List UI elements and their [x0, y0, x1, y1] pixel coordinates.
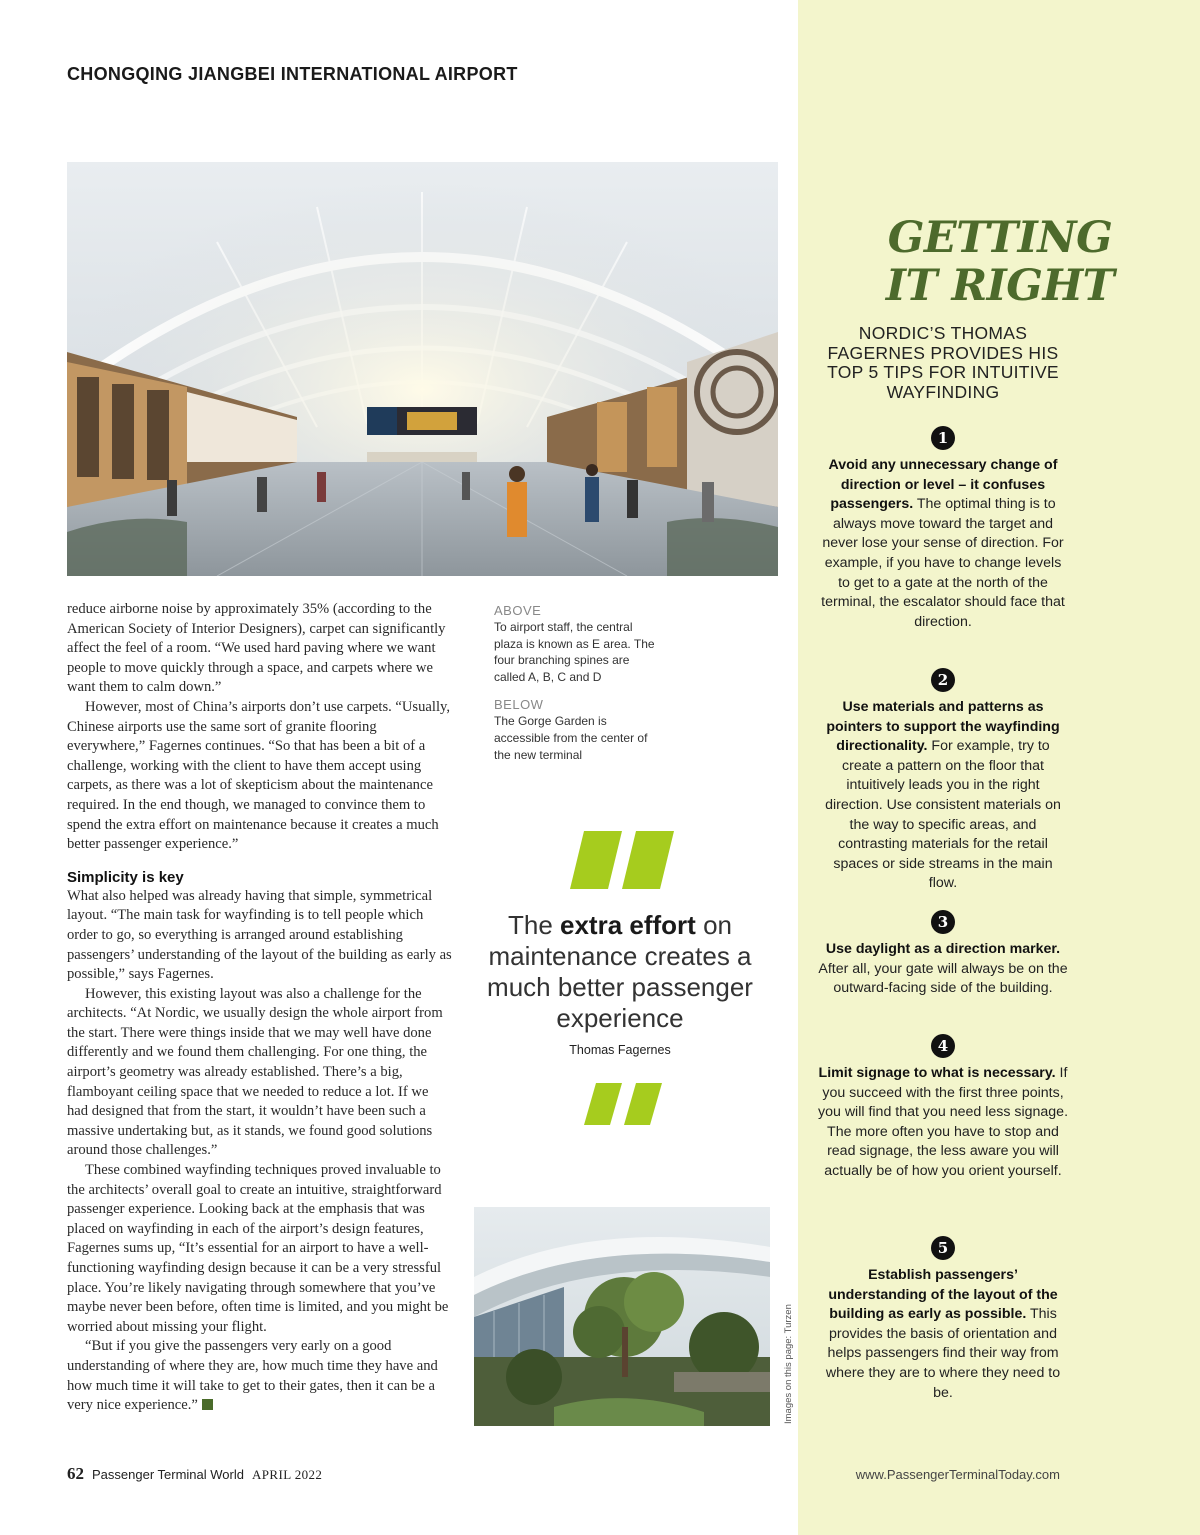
tip-2-text: For example, try to create a pattern on the floor that intuitively leads you in the right direction. Use consistent materials on the way to specific areas, and contrasting materials for the retail spaces or side streams in the main flow.	[825, 738, 1061, 892]
pull-quote-author: Thomas Fagernes	[569, 1043, 671, 1057]
number-2-icon: 2	[931, 668, 955, 692]
terminal-interior-photo	[67, 162, 778, 576]
tip-3-heading: Use daylight as a direction marker.	[825, 941, 1061, 957]
tip-1-heading: Avoid any unnecessary change of direction or level – it confuses passengers.	[828, 457, 1058, 513]
tip-5-text: This provides the basis of orientation and helps passengers find their way from where they are to where they need to be.	[825, 1306, 1061, 1401]
tip-3-text: After all, your gate will always be on the outward-facing side of the building.	[818, 960, 1068, 997]
footer-left	[67, 1464, 322, 1484]
sidebar-subtitle: NORDIC’S THOMAS FAGERNES PROVIDES HIS TOP 5 TIPS FOR INTUITIVE WAYFINDING	[827, 323, 1059, 402]
tip-1-text: The optimal thing is to always move toward the target and never lose your sense of direction. For example, if you have to change levels to get to a gate at the north of the terminal, the escalator should face that direction.	[821, 496, 1065, 630]
pull-quote-bold: extra effort	[560, 910, 696, 940]
number-3-icon: 3	[931, 910, 955, 934]
caption-text-above: To airport staff, the central plaza is known as E area. The four branching spines are called A, B, C and D	[494, 620, 655, 684]
tip-5-heading: Establish passengers’ understanding of the layout of the building as early as possible.	[828, 1267, 1058, 1323]
footer-url: www.PassengerTerminalToday.com	[855, 1467, 1060, 1482]
tip-4-heading: Limit signage to what is necessary.	[818, 1065, 1056, 1081]
body-paragraph: These combined wayfinding techniques proved invaluable to the architects’ overall goal to create an intuitive, straightforward passenger experience. Looking back at the emphasis that was placed on wayfinding in each of the airport’s design features, Fagernes sums up, “It’s essential for an airport to have a well-functioning wayfinding design because it can be a very stressful place. You’re likely navigating through somewhere that you’ve maybe never been before, often time is limited, and you might be worried about missing your flight.	[67, 1162, 449, 1335]
section-header: CHONGQING JIANGBEI INTERNATIONAL AIRPORT	[67, 64, 518, 84]
tip-2-heading: Use materials and patterns as pointers to support the wayfinding directionality.	[826, 699, 1060, 755]
tip-4-text: If you succeed with the first three points, you will find that you need less signage. The more often you have to stop and read signage, the less aware you will actually be of how you orient yourself.	[818, 1065, 1069, 1179]
body-paragraph: reduce airborne noise by approximately 35% (according to the American Society of Interior Designers), carpet can significantly affect the feel of a room. “We used hard paving where we want people to move quickly through a space, and carpets where we want them to calm down.”	[67, 601, 446, 696]
sidebar-title	[755, 214, 1200, 310]
number-1-icon: 1	[931, 426, 955, 450]
issue-date: APRIL 2022	[251, 1467, 323, 1482]
end-of-article-icon	[202, 1399, 213, 1410]
body-paragraph: What also helped was already having that simple, symmetrical layout. “The main task for wayfinding is to tell people which order to go, so everything is arranged around establishing passengers’ understanding of the layout of the building as early as possible,” says Fagernes.	[67, 887, 452, 983]
pull-quote	[470, 910, 770, 1034]
photo-credit: Images on this page: Turzen	[783, 1304, 794, 1424]
open-quote-icon	[570, 831, 674, 889]
tip-5	[818, 1236, 1068, 1403]
tip-3	[818, 910, 1068, 999]
tip-1	[818, 426, 1068, 632]
body-paragraph: However, this existing layout was also a challenge for the architects. “At Nordic, we usually design the whole airport from the start. There were things inside that we may well have done differently and we found them challenging. For one thing, the airport’s geometry was already established. There’s a big, flamboyant ceiling space that we needed to reduce a lot. If we had designed that from the start, it wouldn’t have been such a massive undertaking but, as it stands, we found good solutions around those challenges.”	[67, 985, 443, 1159]
body-paragraph: “But if you give the passengers very early on a good understanding of where they are, how much time they have and how much time it will take to get to their gates, then it can be a very nice experience.”	[67, 1338, 438, 1414]
number-4-icon: 4	[931, 1034, 955, 1058]
captions	[494, 603, 664, 775]
number-5-icon: 5	[931, 1236, 955, 1260]
sidebar-title-line-2: IT RIGHT	[885, 261, 1115, 311]
sidebar-title-line-1: GETTING	[887, 213, 1113, 263]
pull-quote-post: on maintenance creates a much better passenger experience	[487, 910, 753, 1033]
article-body	[67, 600, 452, 1416]
tip-4	[818, 1034, 1068, 1182]
caption-label-below: BELOW	[494, 697, 544, 713]
body-paragraph: However, most of China’s airports don’t use carpets. “Usually, Chinese airports use the same sort of granite flooring everywhere,” Fagernes continues. “So that has been a bit of a challenge, working with the client to have them accept using carpets, as there was a lot of skepticism about the maintenance required. In the end though, we managed to convince them to spend the extra effort on maintenance because it creates a much better passenger experience.”	[67, 698, 450, 853]
caption-label-above: ABOVE	[494, 603, 542, 618]
caption-text-below: The Gorge Garden is accessible from the center of the new terminal	[494, 714, 648, 762]
close-quote-icon	[570, 1083, 674, 1125]
subheading: Simplicity is key	[67, 868, 184, 886]
tip-2	[818, 668, 1068, 894]
page-number: 62	[67, 1464, 84, 1483]
pull-quote-pre: The	[507, 910, 561, 940]
gorge-garden-photo	[474, 1207, 770, 1426]
magazine-name: Passenger Terminal World	[92, 1467, 244, 1482]
